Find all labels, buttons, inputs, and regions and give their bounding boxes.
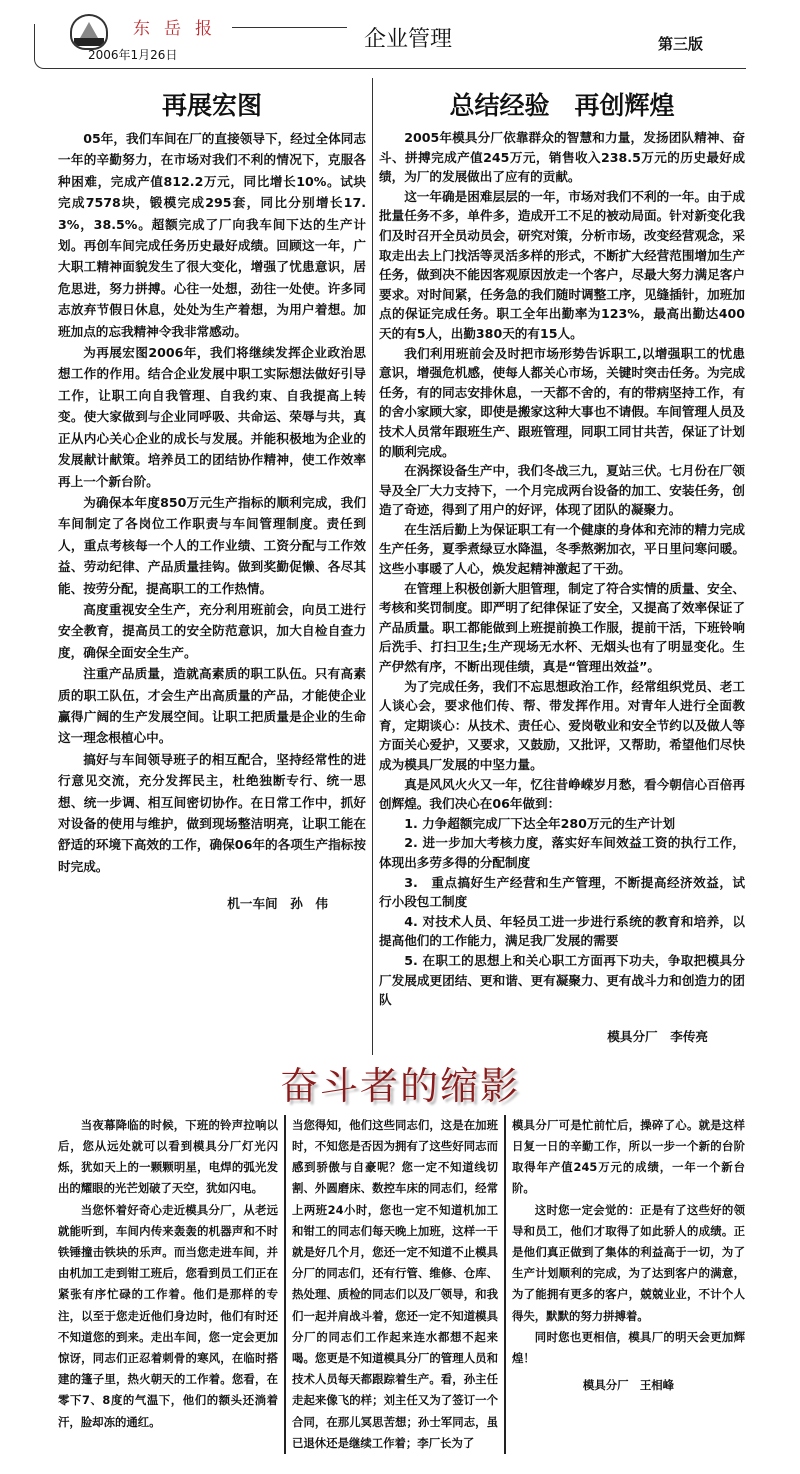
article1-signature: 机一车间 孙 伟 [227,896,328,912]
paragraph: 2005年模具分厂依靠群众的智慧和力量，发扬团队精神、奋斗、拼搏完成产值245万元，销售收入238.5万元的历史最好成绩，为厂的发展做出了应有的贡献。 [379,130,745,185]
paragraph: 05年，我们车间在厂的直接领导下，经过全体同志一年的辛勤努力，在市场对我们不利的情况下，克服各种困难，完成产值812.2万元，同比增长10%。试块完成7578块，锻模完成295套，同比分别增长17.3%，38.5%。超额完成了厂向我车间下达的生产计划。再创车间完成任务历史最好成绩。回顾这一年，广大职工精神面貌发生了很大变化，增强了忧患意识，居危思进，努力拼搏。心往一处想，劲往一处使。许多同志放弃节假日休息，处处为生产着想，为用户着想。加班加点的忘我精神令我非常感动。 [58,131,366,339]
list-item: 4. 对技术人员、年轻员工进一步进行系统的教育和培养，以提高他们的工作能力，满足我厂发展的需要 [379,913,745,949]
paragraph: 这一年确是困难层层的一年，市场对我们不利的一年。由于成批量任务不多，单件多，造成开工不足的被动局面。针对新变化我们及时召开全员动员会，研究对策，分析市场，改变经营观念，采取走出去上门找活等灵活多样的形式，不断扩大经营范围增加生产任务，做到决不能因客观原因放走一个客户，尽最大努力满足客户要求。对时间紧，任务急的我们随时调整工序，见缝插针，加班加点的保证完成任务。职工全年出勤率为123%，最高出勤达400天的有5人，出勤380天的有15人。 [379,188,745,341]
paragraph: 这时您一定会觉的：正是有了这些好的领导和员工，他们才取得了如此骄人的成绩。正是他们真正做到了集体的利益高于一切，为了生产计划顺利的完成，为了达到客户的满意，为了能拥有更多的客户，兢兢业业，不计个人得失，默默的努力拼搏着。 [512,1202,745,1323]
article2-title: 总结经验 再创辉煌 [449,91,675,120]
section-title: 企业管理 [364,27,453,52]
list-item: 3. 重点搞好生产经营和生产管理，不断提高经济效益，试行小段包工制度 [379,874,745,910]
paragraph: 当您得知，他们这些同志们，这是在加班时，不知您是否因为拥有了这些好同志而感到骄傲与自豪呢？您一定不知道线切割、外圆磨床、数控车床的同志们，经常上两班24小时，您也一定不知道机加工和钳工的同志们每天晚上加班，这样一干就是好几个月，您还一定不知道不止模具分厂的同志们，还有行管、维修、仓库、热处理、质检的同志们以及厂领导，和我们一起并肩战斗着，您还一定不知道模具分厂的同志们工作起来连水都想不起来喝。您更是不知道模具分厂的管理人员和技术人员每天都跟踪着生产。看，孙主任走起来像飞的样；刘主任又为了签订一个合同，在那儿冥思苦想；孙士军同志，虽已退休还是继续工作着；李厂长为了 [292,1117,498,1450]
masthead [0,0,800,78]
article1 [58,78,373,1055]
paragraph: 在生活后勤上为保证职工有一个健康的身体和充沛的精力完成生产任务，夏季煮绿豆水降温，冬季熬粥加衣，平日里问寒问暖。这些小事暖了人心，焕发起精神激起了干劲。 [379,521,745,577]
paragraph: 在涡探设备生产中，我们冬战三九，夏站三伏。七月份在厂领导及全厂大力支持下，一个月完成两台设备的加工、安装任务，创造了奇迹，得到了用户的好评，体现了团队的凝聚力。 [379,463,745,518]
paragraph: 为再展宏图2006年，我们将继续发挥企业政治思想工作的作用。结合企业发展中职工实际想法做好引导工作，让职工向自我管理、自我约束、自我提高上转变。使大家做到与企业同呼吸、共命运、荣辱与共，真正从内心关心企业的成长与发展。并能积极地为企业的发展献计献策。培养员工的团结协作精神，使工作效率再上一个新台阶。 [58,345,366,489]
paragraph: 当夜幕降临的时候，下班的铃声拉响以后，您从远处就可以看到模具分厂灯光闪烁，犹如天上的一颗颗明星，电焊的弧光发出的耀眼的光芒划破了天空，犹如闪电。 [58,1117,278,1196]
paragraph: 当您怀着好奇心走近模具分厂，从老远就能听到，车间内传来轰轰的机器声和不时铁锤撞击铁块的乐声。而当您走进车间，并由机加工走到钳工班后，您看到员工们正在紧张有序忙碌的工作着。他们是那样的专注，以至于您走近他们身边时，他们有时还不知道您的到来。走出车间，您一定会更加惊讶，同志们正忍着刺骨的寒风，在临时搭建的篷子里，热火朝天的工作着。您看，在零下7、8度的气温下，他们的额头还淌着汗，脸却冻的通红。 [58,1202,278,1429]
paragraph: 我们利用班前会及时把市场形势告诉职工,以增强职工的忧患意识，增强危机感，使每人都关心市场，关键时突击任务。为完成任务，有的同志安排休息，一天都不舍的，有的带病坚持工作，有的舍小家顾大家，即使是搬家这种大事也不请假。车间管理人员及技术人员常年跟班生产、跟班管理，同职工同甘共苦，保证了计划的顺利完成。 [379,345,745,459]
paragraph: 在管理上积极创新大胆管理，制定了符合实情的质量、安全、考核和奖罚制度。即严明了纪律保证了安全，又提高了效率保证了产品质量。职工都能做到上班提前换工作服，提前干活，下班铃响后洗手、打扫卫生;生产现场无水杯、无烟头也有了明显变化。生产伊然有序，不断出现佳绩，真是“管理出效益”。 [379,580,745,675]
article3-signature: 模具分厂 王相峰 [582,1378,675,1393]
article2-body [379,128,745,1010]
top-section [58,78,745,1055]
list-item: 1. 力争超额完成厂下达全年280万元的生产计划 [404,815,676,831]
list-item: 2. 进一步加大考核力度，落实好车间效益工资的执行工作，体现出多劳多得的分配制度 [379,835,745,870]
issue-date: 2006年1月26日 [88,48,178,62]
paragraph: 为确保本年度850万元生产指标的顺利完成，我们车间制定了各岗位工作职责与车间管理制度。责任到人，重点考核每一个人的工作业绩、工资分配与工作效益、劳动纪律、产品质量挂钩。做到奖勤促懒、各尽其能、按劳分配，提高职工的工作热情。 [58,494,366,596]
article3-title: 奋斗者的缩影 [279,1063,520,1108]
paragraph: 为了完成任务，我们不忘思想政治工作，经常组织党员、老工人谈心会，要求他们传、帮、带发挥作用。对青年人进行全面教育，定期谈心：从技术、责任心、爱岗敬业和安全节约以及做人等方面关心爱护，又要求，又鼓励，又批评，又帮助，希望他们尽快成为模具厂发展的中坚力量。 [379,678,745,772]
paragraph: 真是风风火火又一年，忆往昔峥嵘岁月愁，看今朝信心百倍再创辉煌。我们决心在06年做到： [379,776,745,812]
masthead-rule [232,27,347,28]
article2 [373,78,745,1055]
article3-column-1 [58,1115,286,1454]
article1-title: 再展宏图 [161,91,262,120]
paragraph: 同时您也更相信，模具厂的明天会更加辉煌！ [512,1329,745,1365]
paragraph: 高度重视安全生产，充分利用班前会，向员工进行安全教育，提高员工的安全防范意识，加大自检自查力度，确保全面安全生产。 [58,601,366,660]
article3-column-3 [506,1115,745,1454]
article2-signature: 模具分厂 李传亮 [607,1028,708,1044]
article1-body [58,128,366,877]
edition-label: 第三版 [658,35,704,53]
paragraph: 注重产品质量，造就高素质的职工队伍。只有高素质的职工队伍，才会生产出高质量的产品，才能使企业赢得广阔的生产发展空间。让职工把质量是企业的生命这一理念根植心中。 [58,666,366,746]
list-item: 5. 在职工的思想上和关心职工方面再下功夫，争取把模具分厂发展成更团结、更和谐、更有凝聚力、更有战斗力和创造力的团队 [379,952,745,1008]
newspaper-logo [70,14,108,50]
paragraph: 搞好与车间领导班子的相互配合，坚持经常性的进行意见交流，充分发挥民主，杜绝独断专行、统一思想、统一步调、相互间密切协作。在日常工作中，抓好对设备的使用与维护，做到现场整洁明亮，让职工能在舒适的环境下高效的工作，确保06年的各项生产指标按时完成。 [58,751,366,874]
article3-column-2 [286,1115,506,1454]
paper-name: 东岳报 [133,19,226,39]
paragraph: 模具分厂可是忙前忙后，操碎了心。就是这样日复一日的辛勤工作，所以一步一个新的台阶取得年产值245万元的成绩，一年一个新台阶。 [512,1117,745,1196]
